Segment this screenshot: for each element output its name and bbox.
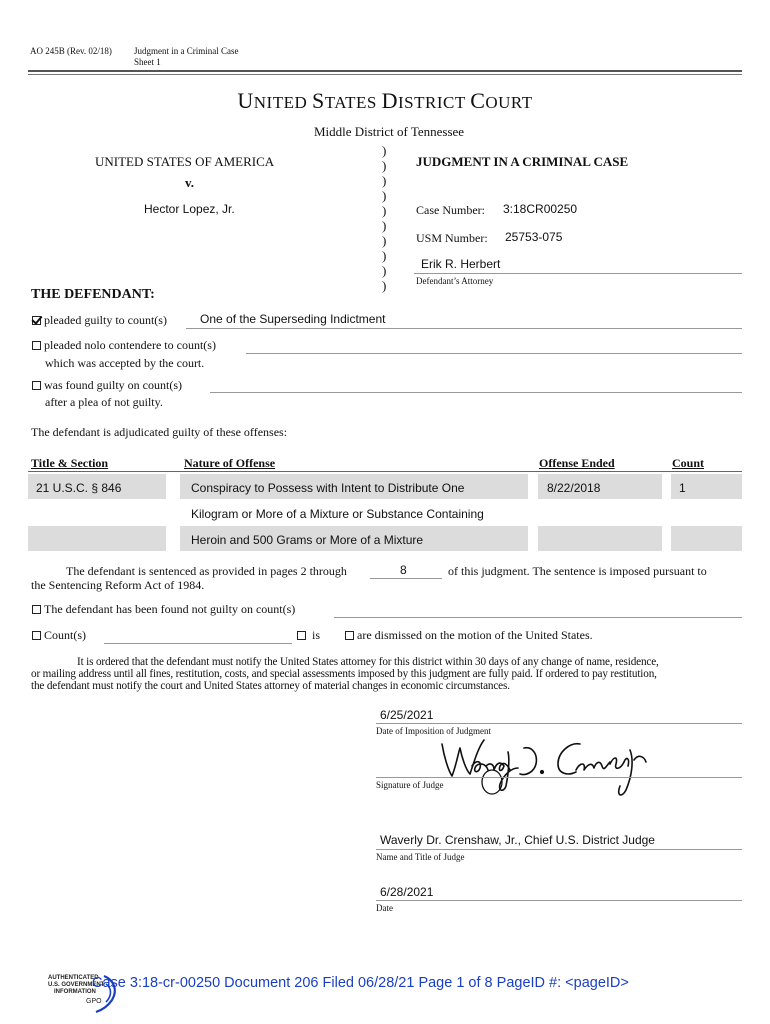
nolo-row — [32, 338, 216, 353]
filing-stamp: Case 3:18-cr-00250 Document 206 Filed 06/28/21 Page 1 of 8 PageID #: <pageID> — [92, 975, 629, 991]
header-count: Count — [672, 456, 705, 470]
usm-number: 25753-075 — [505, 230, 563, 244]
pleaded-guilty-label: pleaded guilty to count(s) — [44, 313, 167, 327]
not-guilty-label: The defendant has been found not guilty on count(s) — [44, 602, 296, 616]
form-sheet: Sheet 1 — [134, 57, 161, 67]
judge-signature — [420, 726, 660, 798]
imposition-date: 6/25/2021 — [380, 708, 434, 722]
header-title-section: Title & Section — [31, 456, 109, 470]
header-rule — [28, 70, 742, 72]
form-title: Judgment in a Criminal Case — [134, 46, 239, 56]
judge-name: Waverly Dr. Crenshaw, Jr., Chief U.S. District Judge — [380, 833, 655, 847]
found-guilty-sub: after a plea of not guilty. — [45, 395, 163, 409]
order-paragraph: It is ordered that the defendant must notify the United States attorney for this district within 30 days of any change of name, residence, or mailing address until all fines, restitution, costs, and special assessments imposed by this judgment are fully paid. If ordered to pay restitution, the defendant must notify the court and United States attorney of material changes in economic circumstances. — [31, 656, 659, 692]
district-name: Middle District of Tennessee — [313, 124, 465, 139]
not-guilty-checkbox[interactable] — [32, 605, 41, 614]
judge-name-line — [376, 849, 742, 850]
nolo-label: pleaded nolo contendere to count(s) — [44, 338, 216, 352]
sentence-text-after: of this judgment. The sentence is imposed pursuant to — [448, 564, 707, 578]
counts-label: Count(s) — [44, 628, 86, 642]
nolo-checkbox[interactable] — [32, 341, 41, 350]
header-rule-thin — [28, 74, 742, 75]
case-number-label: Case Number: — [416, 203, 485, 217]
pleaded-guilty-line — [186, 328, 742, 329]
offense-title-section: 21 U.S.C. § 846 — [36, 481, 122, 495]
case-number: 3:18CR00250 — [503, 202, 578, 216]
found-guilty-checkbox[interactable] — [32, 381, 41, 390]
sentence-text-line2: the Sentencing Reform Act of 1984. — [31, 578, 205, 592]
not-guilty-row — [32, 602, 295, 617]
signed-date: 6/28/2021 — [380, 885, 434, 899]
offenses-intro: The defendant is adjudicated guilty of these offenses: — [31, 425, 288, 439]
found-guilty-line — [210, 392, 742, 393]
defendant-name: Hector Lopez, Jr. — [144, 202, 235, 216]
offense-header-rule — [28, 471, 742, 472]
offense-nature-line-2: Kilogram or More of a Mixture or Substance Containing — [191, 507, 484, 521]
caption-parens: ) ) ) ) ) ) ) ) ) ) — [382, 143, 387, 293]
offense-nature-line-1: Conspiracy to Possess with Intent to Distribute One — [191, 481, 465, 495]
plaintiff-name: UNITED STATES OF AMERICA — [95, 154, 275, 169]
form-code: AO 245B (Rev. 02/18) — [30, 46, 112, 56]
counts-line — [104, 643, 292, 644]
sentence-text-before: The defendant is sentenced as provided in pages 2 through — [66, 564, 347, 578]
judge-name-label: Name and Title of Judge — [376, 852, 465, 862]
imposition-label: Date of Imposition of Judgment — [376, 726, 491, 736]
defendant-heading: THE DEFENDANT: — [31, 287, 155, 302]
usm-number-label: USM Number: — [416, 231, 488, 245]
signed-date-label: Date — [376, 903, 393, 913]
gpo-authentication-seal: AUTHENTICATED U.S. GOVERNMENT INFORMATION GPO — [48, 972, 128, 1016]
pleaded-guilty-value: One of the Superseding Indictment — [200, 312, 386, 326]
offense-ended: 8/22/2018 — [547, 481, 601, 495]
found-guilty-row — [32, 378, 182, 393]
attorney-line — [414, 273, 742, 274]
attorney-name: Erik R. Herbert — [421, 257, 501, 271]
is-label: is — [312, 628, 321, 642]
not-guilty-line — [334, 617, 742, 618]
document-title: JUDGMENT IN A CRIMINAL CASE — [416, 154, 629, 169]
is-checkbox[interactable] — [297, 631, 306, 640]
pleaded-guilty-row — [32, 313, 167, 328]
attorney-label: Defendant’s Attorney — [416, 276, 494, 286]
nolo-line — [246, 353, 742, 354]
imposition-line — [376, 723, 742, 724]
are-checkbox[interactable] — [345, 631, 354, 640]
sentence-pages: 8 — [400, 563, 407, 577]
counts-row — [32, 628, 86, 643]
offense-nature-line-3: Heroin and 500 Grams or More of a Mixture — [191, 533, 424, 547]
header-offense-ended: Offense Ended — [539, 456, 615, 470]
offense-count: 1 — [679, 481, 686, 495]
nolo-sub: which was accepted by the court. — [45, 356, 205, 370]
are-row — [345, 628, 593, 643]
are-label: are dismissed on the motion of the United States. — [357, 628, 593, 642]
is-row — [297, 628, 320, 643]
versus-label: v. — [185, 175, 195, 190]
found-guilty-label: was found guilty on count(s) — [44, 378, 182, 392]
header-nature: Nature of Offense — [184, 456, 276, 470]
sentence-pages-line — [370, 578, 442, 579]
counts-checkbox[interactable] — [32, 631, 41, 640]
pleaded-guilty-checkbox[interactable] — [32, 316, 41, 325]
signed-date-line — [376, 900, 742, 901]
court-name: UNITED STATES DISTRICT COURT — [237, 88, 533, 113]
signature-label: Signature of Judge — [376, 780, 444, 790]
signature-line — [376, 777, 742, 778]
